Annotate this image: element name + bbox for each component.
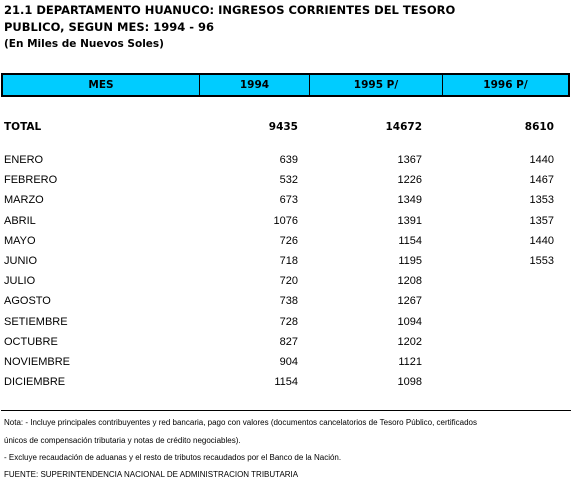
value-1994: 532 (279, 174, 298, 187)
month-label: FEBRERO (4, 174, 58, 187)
title-block (4, 2, 455, 52)
source-line: FUENTE: SUPERINTENDENCIA NACIONAL DE ADMINISTRACION TRIBUTARIA (4, 470, 299, 479)
month-label: MAYO (4, 234, 36, 247)
table-row (0, 212, 572, 230)
header-1996: 1996 P/ (483, 79, 528, 91)
value-1995: 1098 (397, 376, 422, 389)
note-line-2: únicos de compensación tributaria y notas de crédito negociables). (4, 436, 241, 445)
table-row (0, 171, 572, 189)
table-row (0, 191, 572, 209)
value-1995: 1208 (397, 275, 422, 288)
value-1995: 1267 (397, 295, 422, 308)
table-header (1, 73, 570, 97)
total-label: TOTAL (4, 121, 42, 133)
table-row (0, 373, 572, 391)
value-1995: 1202 (397, 335, 422, 348)
footer-rule (1, 410, 571, 411)
value-1994: 1076 (273, 214, 298, 227)
value-1995: 1195 (398, 255, 422, 267)
value-1994: 639 (279, 154, 298, 166)
value-1994: 673 (279, 194, 298, 207)
value-1996: 1440 (529, 234, 554, 247)
month-label: ABRIL (4, 214, 36, 227)
month-label: AGOSTO (4, 295, 51, 308)
table-row (0, 151, 572, 169)
value-1996: 1553 (529, 255, 554, 267)
value-1994: 728 (279, 315, 298, 328)
title-line-2: PUBLICO, SEGUN MES: 1994 - 96 (4, 20, 214, 34)
table-row (0, 333, 572, 351)
value-1994: 738 (279, 295, 298, 308)
value-1996: 1353 (529, 194, 554, 207)
month-label: MARZO (4, 194, 44, 207)
total-1994: 9435 (268, 121, 298, 133)
value-1994: 827 (279, 335, 298, 348)
header-1995: 1995 P/ (310, 75, 443, 95)
value-1996: 1357 (529, 214, 554, 227)
month-label: JULIO (4, 275, 36, 288)
value-1994: 1154 (274, 376, 298, 389)
value-1994: 720 (279, 275, 298, 288)
table-row (0, 272, 572, 290)
value-1995: 1154 (398, 234, 422, 247)
total-1996: 8610 (524, 121, 554, 133)
value-1996: 1440 (529, 154, 554, 166)
month-label: NOVIEMBRE (4, 356, 71, 368)
table-row (0, 292, 572, 310)
value-1995: 1367 (397, 154, 422, 166)
title-line-1: 21.1 DEPARTAMENTO HUANUCO: INGRESOS CORRIENTES DEL TESORO (4, 3, 456, 17)
note-line-1: Nota: - Incluye principales contribuyentes y red bancaria, pago con valores (documentos cancelatorios de Tesoro Público, certificados (4, 418, 477, 427)
month-label: DICIEMBRE (4, 376, 66, 389)
value-1995: 1094 (397, 315, 422, 328)
value-1995: 1121 (398, 356, 422, 368)
total-1995: 14672 (385, 121, 422, 133)
table-row (0, 232, 572, 250)
table-row (0, 313, 572, 331)
note-line-3: - Excluye recaudación de aduanas y el resto de tributos recaudados por el Banco de la Nación. (4, 453, 342, 462)
value-1994: 726 (279, 234, 298, 247)
value-1996: 1467 (529, 174, 554, 187)
value-1995: 1226 (397, 174, 422, 187)
month-label: JUNIO (4, 255, 37, 267)
value-1995: 1349 (397, 194, 422, 207)
month-label: OCTUBRE (4, 335, 58, 348)
value-1995: 1391 (397, 214, 422, 227)
header-1994: 1994 (200, 75, 310, 95)
subtitle: (En Miles de Nuevos Soles) (4, 38, 164, 50)
value-1994: 718 (279, 255, 298, 267)
table-row (0, 353, 572, 371)
month-label: ENERO (4, 154, 44, 166)
header-mes: MES (3, 75, 200, 95)
month-label: SETIEMBRE (4, 315, 68, 328)
value-1994: 904 (279, 356, 298, 368)
table-row (0, 252, 572, 270)
total-row (0, 118, 572, 136)
